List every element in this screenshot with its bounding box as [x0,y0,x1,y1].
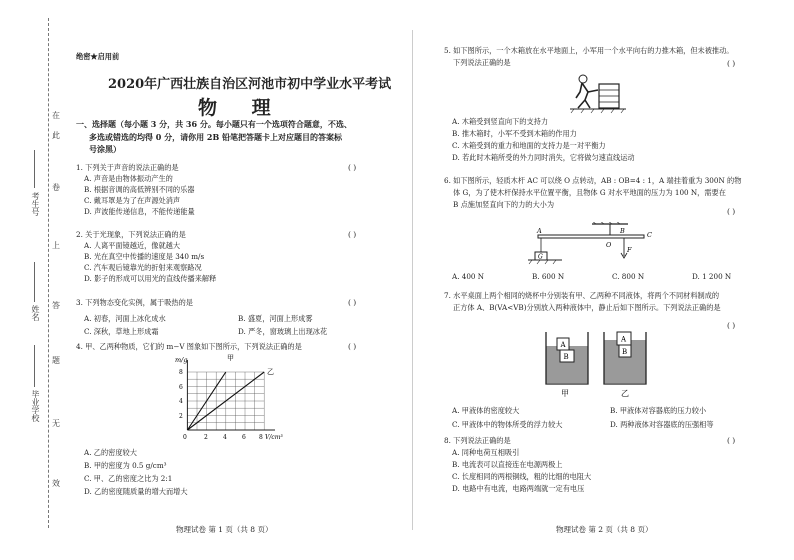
option-b: B. 600 N [532,272,565,281]
label-cube-a: A [560,341,566,349]
answer-blank: ( ) [727,321,736,330]
option-c: C. 长度相同的两根铜线，粗的比细的电阻大 [452,472,592,481]
subject-title: 物 理 [198,97,285,119]
option-a: A. 人离平面镜越近，像就越大 [84,241,181,250]
margin-char: 在 [52,111,60,120]
option-d: D. 声波能传递信息，不能传递能量 [84,207,195,216]
graph-title-jia: 甲 [227,354,234,362]
question-5-options [452,117,635,162]
option-c: C. 汽车观后镜靠光的折射来观察路况 [84,263,202,272]
x-tick: 0 [183,434,187,441]
label-g: G [538,253,543,261]
field-name: 姓名 [31,305,40,321]
option-a: A. 乙的密度较大 [84,448,137,457]
answer-blank: ( ) [727,207,736,216]
label-o: O [606,241,612,249]
label-c: C [647,231,652,239]
option-b: B. 光在真空中传播的速度是 340 m/s [84,252,205,261]
x-tick: 4 [223,434,227,441]
option-d: D. 影子的形成可以用光的直线传播来解释 [84,274,217,283]
label-cube-b: B [622,348,628,356]
margin-char: 卷 [52,183,60,192]
label-a: A [537,227,542,235]
question-5-stem: 5. 如下图所示，一个木箱放在水平地面上，小军用一个水平向右的力推木箱，但未被推动。 下列说法正确的是 [444,46,734,67]
y-tick: 6 [179,384,183,391]
question-8 [444,436,591,493]
question-1 [76,163,195,216]
secret-label: 绝密★启用前 [76,52,120,61]
question-7-stem: 7. 水平桌面上两个相同的烧杯中分别装有甲、乙两种不同液体，将两个不同材料制成的 正方体 A、B(VA<VB)分别放入两种液体中，静止后如下图所示。下列说法正确的是 [444,291,721,312]
option-d: D. 电路中有电流，电路两端就一定有电压 [452,484,585,493]
question-4-options [84,448,188,496]
pushing-box-illustration [568,72,630,114]
option-c: C. 戴耳罩是为了在声源处消声 [84,196,181,205]
margin-char: 上 [52,241,60,250]
option-a: A. 木箱受到竖直向下的支持力 [452,117,549,126]
exam-title: 2020年广西壮族自治区河池市初中学业水平考试 [108,77,392,92]
y-tick: 8 [179,369,183,376]
label-beaker-yi: 乙 [621,389,629,398]
option-a: A. 初春，河面上冰化成水 [84,314,166,323]
answer-blank: ( ) [727,436,736,445]
label-cube-b: B [563,353,569,361]
series-yi-label: 乙 [267,368,274,376]
beakers-diagram [544,328,654,400]
margin-char: 答 [52,301,60,310]
option-d: D. 1 200 N [692,272,732,281]
field-exam-number: 考生号 [31,192,40,216]
question-stem: 3. 下列物态变化实例，属于吸热的是 [76,298,193,307]
x-tick: 8 [259,434,263,441]
answer-blank: ( ) [348,298,357,307]
question-stem: 2. 关于光现象，下列说法正确的是 [76,230,186,239]
option-d: D. 若此时木箱所受的外力同时消失，它将做匀速直线运动 [452,153,635,162]
x-tick: 2 [204,434,208,441]
answer-blank: ( ) [727,59,736,68]
option-b: B. 甲液体对容器底的压力较小 [610,406,707,415]
option-b: B. 甲的密度为 0.5 g/cm³ [84,461,167,470]
question-4-stem: 4. 甲、乙两种物质，它们的 m−V 图象如下图所示，下列说法正确的是 [76,342,302,351]
x-tick: 6 [242,434,246,441]
y-tick: 2 [179,413,183,420]
question-3 [76,298,193,307]
page-divider [412,30,413,530]
mass-volume-graph [175,352,285,444]
binding-margin [0,0,70,560]
margin-char: 无 [52,419,60,428]
field-school: 毕业学校 [31,390,40,422]
question-stem: 1. 下列关于声音的说法正确的是 [76,163,179,172]
footer-page-1: 物理试卷 第 1 页（共 8 页） [176,525,273,534]
binding-dashed-line [48,18,49,528]
footer-page-2: 物理试卷 第 2 页（共 8 页） [556,525,653,534]
option-c: C. 800 N [612,272,645,281]
option-a: A. 声音是由物体振动产生的 [84,174,173,183]
label-cube-a: A [621,335,627,344]
x-axis-label: V/cm³ [265,434,283,441]
option-d: D. 严冬，窗玻璃上出现冰花 [238,327,328,336]
option-d: D. 两种液体对容器底的压强相等 [610,420,714,429]
label-f: F [627,246,632,254]
option-d: D. 乙的密度随质量的增大而增大 [84,487,188,496]
answer-blank: ( ) [348,342,357,351]
option-c: C. 甲、乙的密度之比为 2:1 [84,474,173,483]
answer-blank: ( ) [348,230,357,239]
label-b: B [620,227,625,235]
option-b: B. 推木箱时，小军不受到木箱的作用力 [452,129,577,138]
option-c: C. 木箱受到的重力和地面的支持力是一对平衡力 [452,141,606,150]
question-2 [76,230,216,283]
option-a: A. 400 N [452,272,485,281]
option-c: C. 甲液体中的物体所受的浮力较大 [452,420,563,429]
option-b: B. 盛夏，河面上形成雾 [238,314,313,323]
option-b: B. 电流表可以直接连在电源两极上 [452,460,563,469]
section-instructions: 一、选择题（每小题 3 分，共 36 分。每小题只有一个选项符合题意，不选、 多选或错选的均得 0 分，请你用 2B 铅笔把答题卡上对应题目的答案标 号涂黑） [76,119,352,154]
option-a: A. 同种电荷互相吸引 [452,448,520,457]
option-c: C. 深秋，草地上形成霜 [84,327,159,336]
option-b: B. 根据音调的高低辨别不同的乐器 [84,185,195,194]
answer-blank: ( ) [348,163,357,172]
option-a: A. 甲液体的密度较大 [452,406,520,415]
label-beaker-jia: 甲 [561,389,569,398]
question-stem: 8. 下列说法正确的是 [444,436,511,445]
y-tick: 4 [179,398,183,405]
lever-diagram [528,222,658,266]
y-axis-label: m/g [175,356,188,364]
margin-char: 题 [52,356,60,365]
question-6-stem: 6. 如下图所示，轻质木杆 AC 可以绕 O 点转动，AB : OB=4 : 1，A 端挂着重为 300N 的物 体 G，为了使木杆保持水平位置平衡，且物体 G 对水平地面的压力为 100 N，需要在 B 点施加竖直向下的力的大小为 [444,176,742,209]
margin-char: 效 [52,479,60,488]
margin-char: 此 [52,131,60,140]
